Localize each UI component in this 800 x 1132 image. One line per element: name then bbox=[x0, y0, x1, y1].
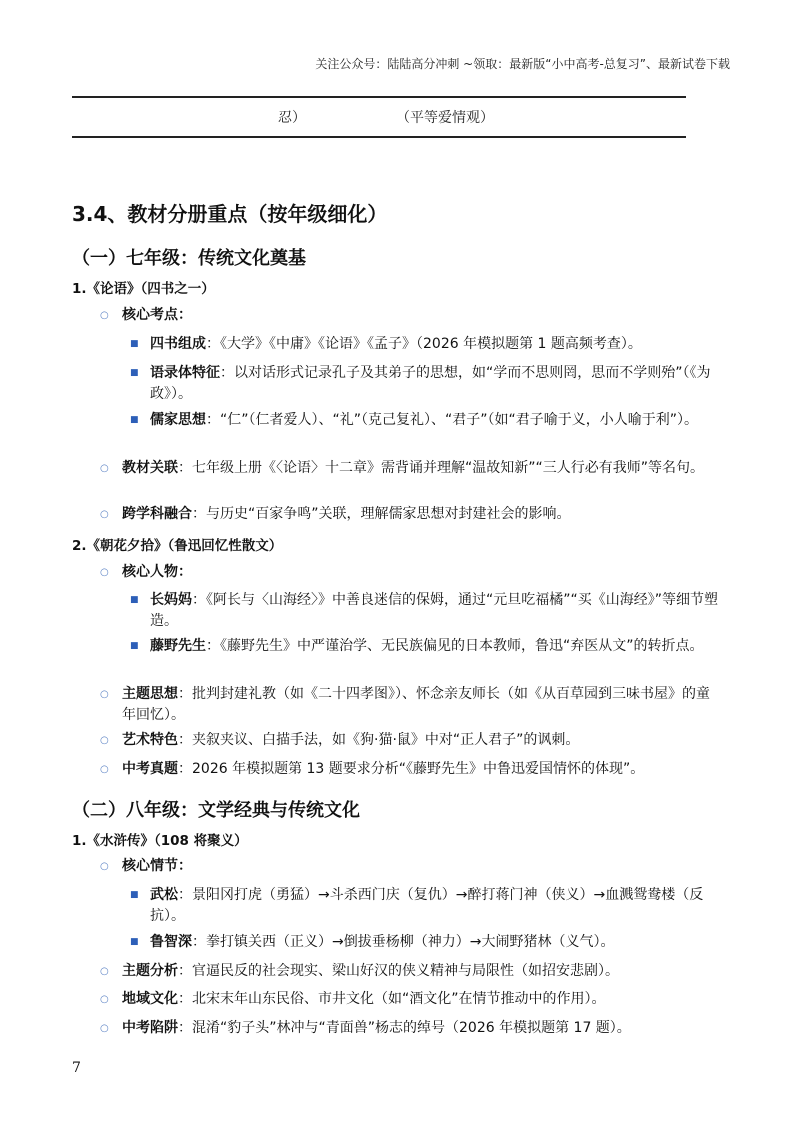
square-bullet-icon: ■ bbox=[130, 595, 139, 605]
square-bullet-icon: ■ bbox=[130, 368, 139, 378]
square-bullet-icon: ■ bbox=[130, 339, 139, 349]
circle-bullet-icon: ○ bbox=[100, 1023, 109, 1034]
grade8-title: （二）八年级：文学经典与传统文化 bbox=[72, 800, 360, 821]
list-item: ○ 地域文化：北宋末年山东民俗、市井文化（如“酒文化”在情节推动中的作用）。 bbox=[122, 989, 722, 1010]
list-item: ■ 儒家思想：“仁”（仁者爱人）、“礼”（克己复礼）、“君子”（如“君子喻于义，小人喻于利”）。 bbox=[150, 410, 725, 431]
circle-bullet-icon: ○ bbox=[100, 310, 109, 321]
circle-bullet-icon: ○ bbox=[100, 735, 109, 746]
list-item: ○ 艺术特色：夹叙夹议、白描手法，如《狗·猫·鼠》中对“正人君子”的讽刺。 bbox=[122, 730, 722, 751]
circle-bullet-icon: ○ bbox=[100, 764, 109, 775]
circle-bullet-icon: ○ bbox=[100, 567, 109, 578]
square-bullet-icon: ■ bbox=[130, 890, 139, 900]
list-item: ■ 语录体特征：以对话形式记录孔子及其弟子的思想，如“学而不思则罔，思而不学则殆”（《为政》）。 bbox=[130, 365, 711, 402]
grade7-title: （一）七年级：传统文化奠基 bbox=[72, 248, 306, 269]
section-title: 3.4、教材分册重点（按年级细化） bbox=[72, 202, 388, 226]
list-item: ○ 中考真题：2026 年模拟题第 13 题要求分析“《藤野先生》中鲁迅爱国情怀的体现”。 bbox=[122, 759, 722, 780]
circle-bullet-icon: ○ bbox=[100, 861, 109, 872]
list-item: ○ 跨学科融合：与历史“百家争鸣”关联，理解儒家思想对封建社会的影响。 bbox=[122, 504, 722, 525]
circle-bullet-icon: ○ bbox=[100, 994, 109, 1005]
list-item: ■ 藤野先生：《藤野先生》中严谨治学、无民族偏见的日本教师，鲁迅“弃医从文”的转折点。 bbox=[150, 636, 725, 657]
page-number: 7 bbox=[72, 1060, 81, 1076]
list-item: ■ 鲁智深：拳打镇关西（正义）→倒拔垂杨柳（神力）→大闹野猪林（义气）。 bbox=[150, 932, 725, 953]
circle-bullet-icon: ○ bbox=[100, 689, 109, 700]
table-bottom-rule bbox=[72, 136, 686, 138]
table-cell-1: 忍） bbox=[278, 110, 306, 126]
list-item: ■ 四书组成：《大学》《中庸》《论语》《孟子》（2026 年模拟题第 1 题高频考查）。 bbox=[150, 334, 725, 355]
list-item: ○ 核心考点： bbox=[122, 305, 722, 326]
circle-bullet-icon: ○ bbox=[100, 509, 109, 520]
list-item: ■ 长妈妈：《阿长与〈山海经〉》中善良迷信的保姆，通过“元旦吃福橘”“买《山海经》”等细节塑造。 bbox=[130, 592, 719, 629]
page-header: 关注公众号：陆陆高分冲刺 ~领取：最新版“小中高考-总复习”、最新试卷下载 bbox=[315, 57, 730, 71]
list-item: ○ 教材关联：七年级上册《〈论语〉十二章》需背诵并理解“温故知新”“三人行必有我师”等名句。 bbox=[122, 458, 722, 479]
list-item: ○ 核心情节： bbox=[122, 856, 722, 877]
book-title-shuihu: 1.《水浒传》（108 将聚义） bbox=[72, 833, 248, 849]
list-item: ○ 核心人物： bbox=[122, 562, 722, 583]
list-item: ○ 主题分析：官逼民反的社会现实、梁山好汉的侠义精神与局限性（如招安悲剧）。 bbox=[122, 961, 722, 982]
book-title-zhaohua: 2.《朝花夕拾》（鲁迅回忆性散文） bbox=[72, 538, 283, 554]
square-bullet-icon: ■ bbox=[130, 937, 139, 947]
list-item: ■ 武松：景阳冈打虎（勇猛）→斗杀西门庆（复仇）→醉打蒋门神（侠义）→血溅鸳鸯楼（反抗）。 bbox=[130, 887, 704, 924]
book-title-lunyu: 1.《论语》（四书之一） bbox=[72, 281, 215, 297]
list-item: ○ 主题思想：批判封建礼教（如《二十四孝图》）、怀念亲友师长（如《从百草园到三味书屋》的童年回忆）。 bbox=[100, 686, 710, 723]
table-cell-2: （平等爱情观） bbox=[396, 110, 494, 126]
square-bullet-icon: ■ bbox=[130, 641, 139, 651]
circle-bullet-icon: ○ bbox=[100, 966, 109, 977]
circle-bullet-icon: ○ bbox=[100, 463, 109, 474]
table-top-rule bbox=[72, 96, 686, 98]
list-item: ○ 中考陷阱：混淆“豹子头”林冲与“青面兽”杨志的绰号（2026 年模拟题第 17 题）。 bbox=[122, 1018, 722, 1039]
square-bullet-icon: ■ bbox=[130, 415, 139, 425]
